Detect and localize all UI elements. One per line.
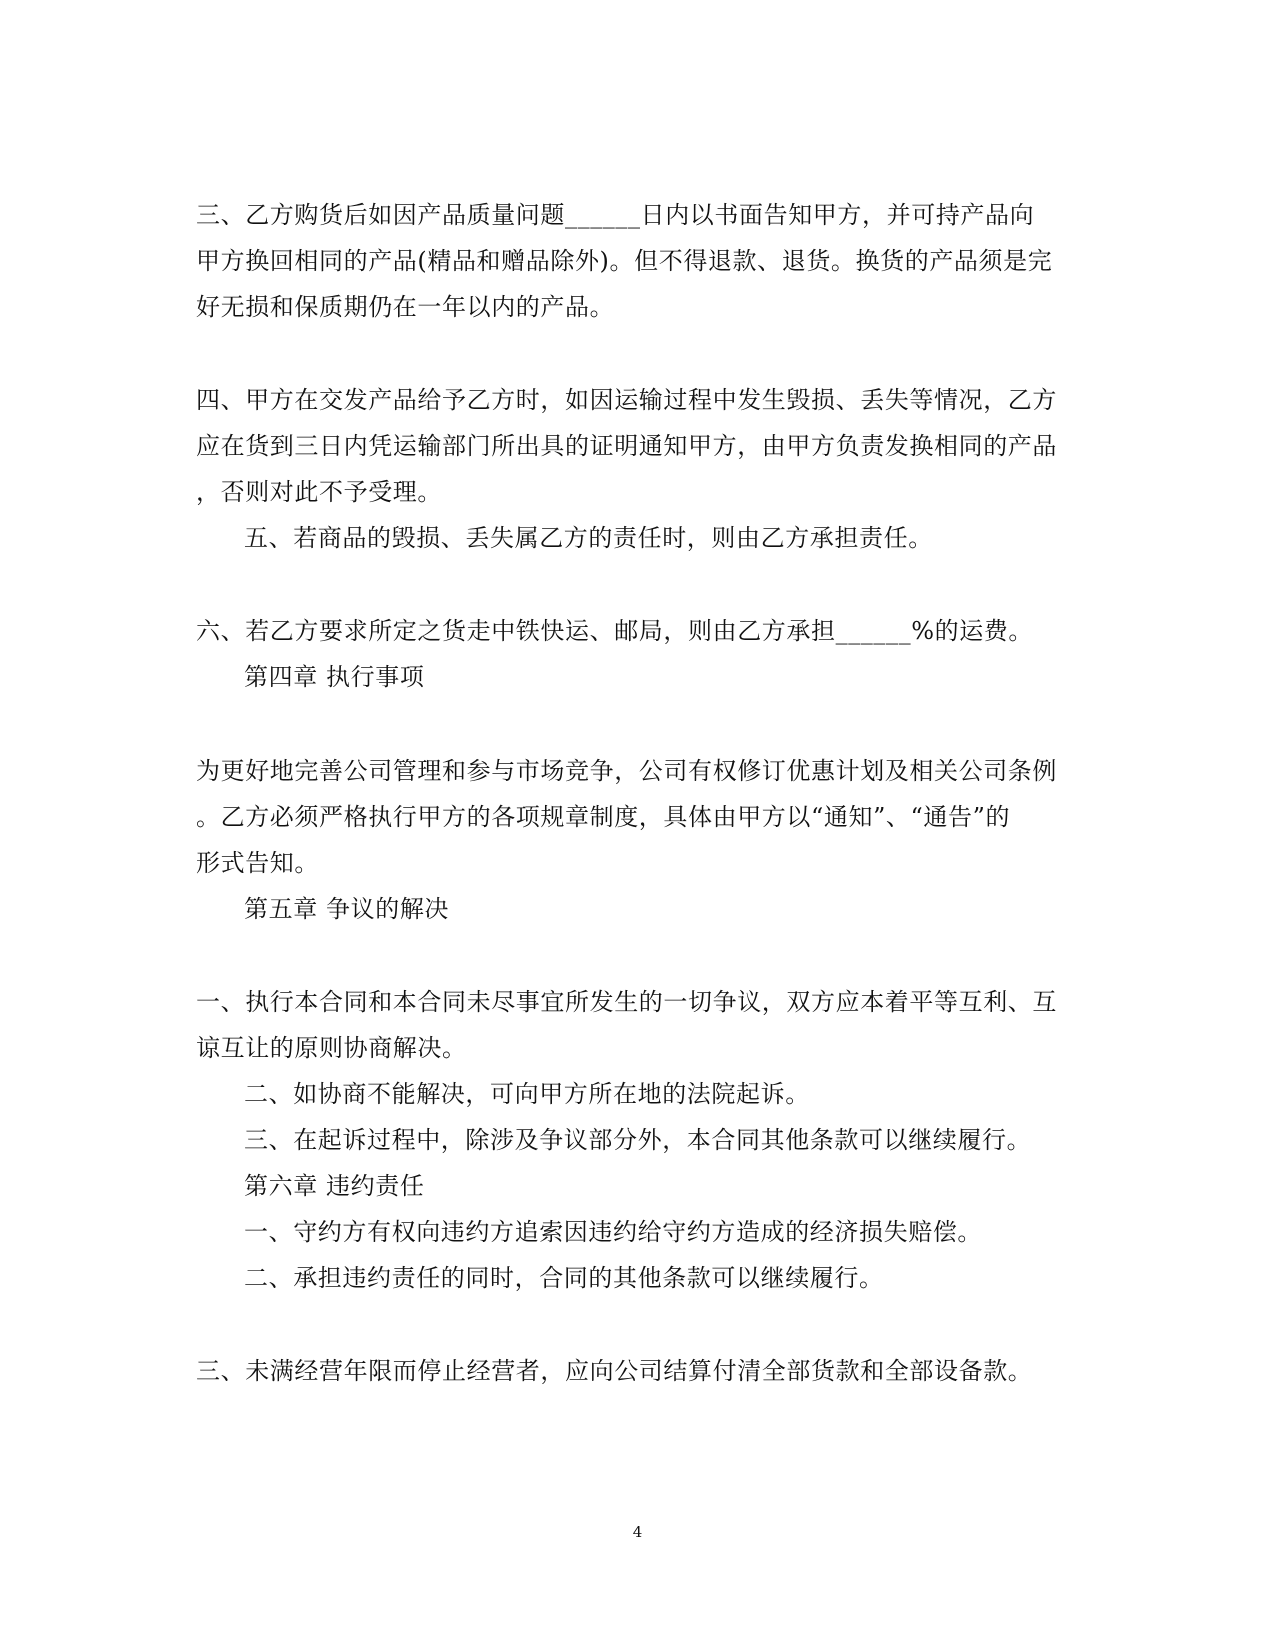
clause-3-line-3: 好无损和保质期仍在一年以内的产品。: [196, 293, 615, 321]
chapter-5-clause-3: 三、在起诉过程中，除涉及争议部分外，本合同其他条款可以继续履行。: [244, 1126, 1032, 1154]
clause-4-line-2: 应在货到三日内凭运输部门所出具的证明通知甲方，由甲方负责发换相同的产品: [196, 432, 1057, 460]
chapter-6-clause-2: 二、承担违约责任的同时，合同的其他条款可以继续履行。: [244, 1264, 884, 1292]
chapter-4-paragraph-line-1: 为更好地完善公司管理和参与市场竞争，公司有权修订优惠计划及相关公司条例: [196, 757, 1057, 785]
chapter-5-clause-1-line-1: 一、执行本合同和本合同未尽事宜所发生的一切争议，双方应本着平等互利、互: [196, 988, 1057, 1016]
chapter-6-heading: 第六章 违约责任: [244, 1172, 425, 1200]
clause-3-line-2: 甲方换回相同的产品(精品和赠品除外)。但不得退款、退货。换货的产品须是完: [196, 247, 1053, 275]
chapter-5-clause-2: 二、如协商不能解决，可向甲方所在地的法院起诉。: [244, 1080, 810, 1108]
page-number: 4: [632, 1523, 643, 1541]
clause-5-line: 五、若商品的毁损、丢失属乙方的责任时，则由乙方承担责任。: [244, 524, 933, 552]
clause-4-line-3: ，否则对此不予受理。: [196, 478, 442, 506]
chapter-6-clause-1: 一、守约方有权向违约方追索因违约给守约方造成的经济损失赔偿。: [244, 1218, 982, 1246]
chapter-5-heading: 第五章 争议的解决: [244, 895, 450, 923]
chapter-4-paragraph-line-3: 形式告知。: [196, 849, 319, 877]
clause-6-line: 六、若乙方要求所定之货走中铁快运、邮局，则由乙方承担______%的运费。: [196, 617, 1034, 645]
chapter-4-heading: 第四章 执行事项: [244, 663, 425, 691]
chapter-4-paragraph-line-2: 。乙方必须严格执行甲方的各项规章制度，具体由甲方以“通知”、“通告”的: [196, 803, 1011, 831]
chapter-6-clause-3: 三、未满经营年限而停止经营者，应向公司结算付清全部货款和全部设备款。: [196, 1357, 1033, 1385]
clause-4-line-1: 四、甲方在交发产品给予乙方时，如因运输过程中发生毁损、丢失等情况，乙方: [196, 386, 1057, 414]
chapter-5-clause-1-line-2: 谅互让的原则协商解决。: [196, 1034, 467, 1062]
clause-3-line-1: 三、乙方购货后如因产品质量问题______日内以书面告知甲方，并可持产品向: [196, 201, 1035, 229]
